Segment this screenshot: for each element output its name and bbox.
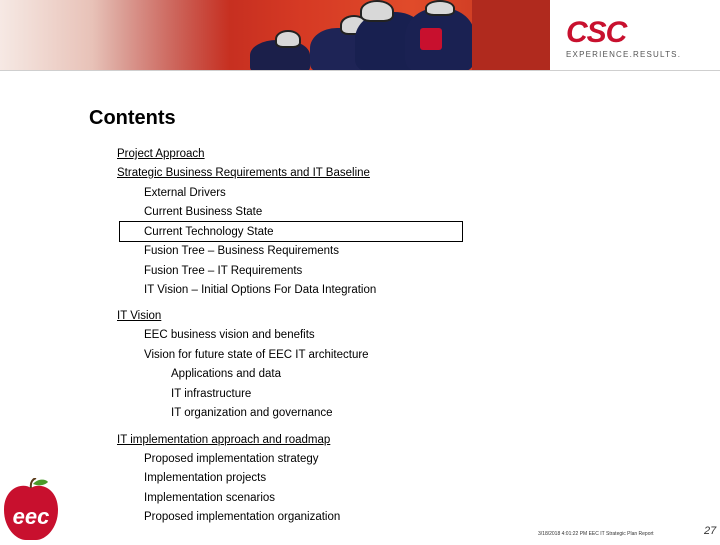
toc-item-it-infrastructure: IT infrastructure [171,388,252,400]
header-banner-image [0,0,550,70]
csc-logo [566,18,696,63]
toc-item-proposed-implementation-strategy: Proposed implementation strategy [144,453,319,465]
toc-item-current-technology-state: Current Technology State [144,226,274,238]
eec-logo [0,478,62,540]
footer-note: 3/18/2018 4:01:22 PM EEC IT Strategic Plan Report [538,531,654,537]
toc-item-applications-data: Applications and data [171,368,281,380]
toc-item-implementation-scenarios: Implementation scenarios [144,492,276,504]
toc-item-vision-future-state: Vision for future state of EEC IT architecture [144,349,369,361]
toc-item-it-vision[interactable]: IT Vision [117,310,162,322]
toc-item-current-business-state: Current Business State [144,206,263,218]
page-number: 27 [704,525,717,537]
header-divider [0,70,720,71]
toc-item-eec-business-vision: EEC business vision and benefits [144,329,315,341]
csc-logo-tagline: EXPERIENCE.RESULTS. [566,50,682,59]
csc-logo-mark: CSC [566,16,627,49]
page-title: Contents [89,107,176,129]
toc-item-it-vision-data-integration: IT Vision – Initial Options For Data Integration [144,284,377,296]
toc-item-it-organization-governance: IT organization and governance [171,407,333,419]
toc-item-proposed-implementation-organization: Proposed implementation organization [144,511,341,523]
toc-item-project-approach[interactable]: Project Approach [117,148,205,160]
toc-item-external-drivers: External Drivers [144,187,226,199]
toc-item-implementation-projects: Implementation projects [144,472,267,484]
toc-item-fusion-tree-it: Fusion Tree – IT Requirements [144,265,303,277]
toc-item-it-implementation-roadmap[interactable]: IT implementation approach and roadmap [117,434,331,446]
eec-logo-text: eec [12,504,50,529]
toc-item-strategic-business-requirements[interactable]: Strategic Business Requirements and IT Baseline [117,167,370,179]
eec-apple-icon [0,478,62,540]
toc-item-fusion-tree-business: Fusion Tree – Business Requirements [144,245,339,257]
